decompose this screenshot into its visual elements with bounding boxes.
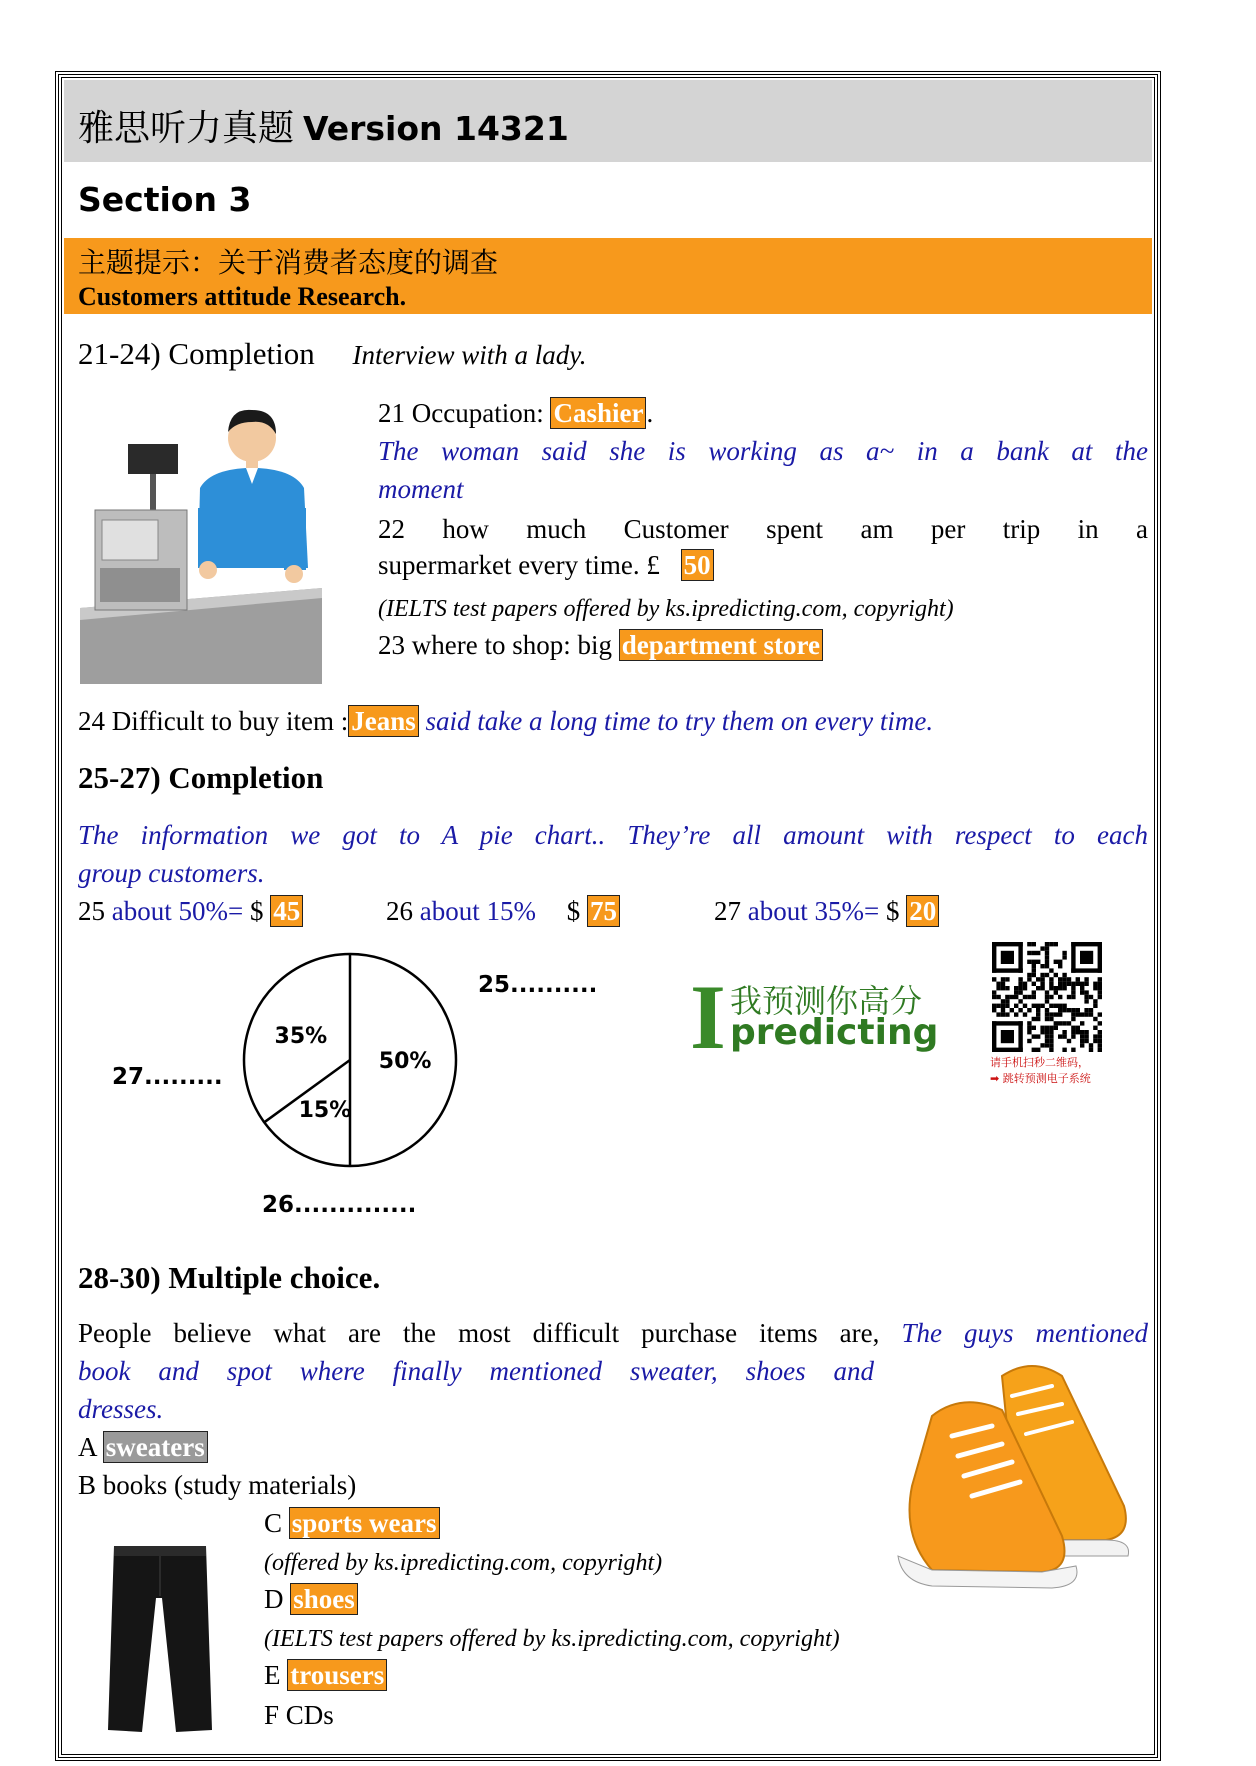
- arrow-right-icon: ➡: [990, 1072, 1000, 1085]
- trousers-illustration: [100, 1540, 220, 1736]
- q21-note-line1: The woman said she is working as a~ in a bank at the: [378, 436, 1148, 466]
- option-d: [264, 1584, 358, 1615]
- copyright-note-2: (offered by ks.ipredicting.com, copyright): [264, 1550, 663, 1576]
- option-e: [264, 1660, 387, 1691]
- option-c-text: sports wears: [289, 1507, 440, 1539]
- title-cn: 雅思听力真题: [78, 108, 295, 148]
- copyright-note-3: (IELTS test papers offered by ks.ipredicting.com, copyright): [264, 1626, 840, 1652]
- option-c-letter: C: [264, 1508, 283, 1538]
- pie-label-27: 27.........: [112, 1064, 223, 1090]
- q23-answer: department store: [619, 629, 823, 661]
- option-e-letter: E: [264, 1660, 281, 1690]
- option-a-letter: A: [78, 1432, 97, 1462]
- option-c: [264, 1508, 440, 1539]
- logo-en: predicting: [730, 1012, 939, 1053]
- q22-text: supermarket every time. £: [378, 550, 660, 580]
- part3-intro-plain: People believe what are the most difficult purchase items are,: [78, 1318, 880, 1348]
- q22-line1: 22 how much Customer spent am per trip in a: [378, 514, 1148, 544]
- part2-heading: 25-27) Completion: [78, 760, 324, 795]
- part3-intro-line3: dresses.: [78, 1394, 164, 1424]
- part1-title: 21-24) Completion: [78, 336, 315, 371]
- part3-heading: 28-30) Multiple choice.: [78, 1260, 381, 1295]
- q25-mid: about 50%=: [111, 896, 244, 926]
- qr-caption-2-text: 跳转预测电子系统: [1002, 1072, 1091, 1085]
- qr-caption-2: [990, 1070, 1091, 1086]
- option-a: [78, 1432, 208, 1463]
- q25-label: 25: [78, 896, 105, 926]
- q25-answer: 45: [270, 895, 303, 927]
- option-b: B books (study materials): [78, 1470, 357, 1500]
- q21-label: 21 Occupation:: [378, 398, 544, 428]
- option-d-letter: D: [264, 1584, 284, 1614]
- title-version: Version 14321: [303, 109, 569, 148]
- option-f: F CDs: [264, 1700, 334, 1730]
- part1-subheading: Interview with a lady.: [352, 340, 587, 370]
- q27-label: 27: [714, 896, 741, 926]
- q23: [378, 630, 823, 661]
- section-heading: Section 3: [78, 180, 252, 219]
- pie-slice-label: 50%: [378, 1049, 432, 1074]
- q26-mid: about 15%: [419, 896, 536, 926]
- q22-answer: 50: [681, 549, 714, 581]
- q26-dollar: $: [566, 896, 581, 926]
- logo-cn: 我预测你高分: [730, 982, 923, 1020]
- copyright-note-1: (IELTS test papers offered by ks.ipredicting.com, copyright): [378, 596, 954, 622]
- q27-mid: about 35%=: [747, 896, 880, 926]
- q21-answer: Cashier: [550, 397, 646, 429]
- logo-letter: I: [690, 966, 726, 1068]
- option-e-text: trousers: [287, 1659, 387, 1691]
- part3-intro-blue1: The guys mentioned: [901, 1318, 1148, 1348]
- ipredicting-logo: [690, 966, 950, 1068]
- q27-dollar: $: [885, 896, 900, 926]
- part2-note-line1: The information we got to A pie chart.. They’re all amount with respect to each: [78, 820, 1148, 850]
- q27: [714, 896, 939, 927]
- q24-note: said take a long time to try them on every time.: [425, 706, 934, 736]
- part3-intro-line2: book and spot where finally mentioned sweater, shoes and: [78, 1356, 874, 1386]
- cashier-illustration: [80, 398, 322, 684]
- qr-code: [992, 942, 1102, 1052]
- q24-answer: Jeans: [348, 705, 419, 737]
- pie-chart: [220, 944, 480, 1176]
- q21-note-line2: moment: [378, 474, 464, 504]
- q26-label: 26: [386, 896, 413, 926]
- q23-label: 23 where to shop: big: [378, 630, 612, 660]
- q26: [386, 896, 620, 927]
- q24: [78, 706, 933, 737]
- q27-answer: 20: [906, 895, 939, 927]
- part3-intro-line1: [78, 1318, 1148, 1349]
- part2-note-line2: group customers.: [78, 858, 265, 888]
- pie-label-26: 26..............: [262, 1192, 417, 1218]
- q22-line2: [378, 550, 714, 581]
- q26-answer: 75: [587, 895, 620, 927]
- part1-heading: [78, 336, 587, 372]
- q25: [78, 896, 303, 927]
- option-a-text: sweaters: [103, 1431, 208, 1463]
- shoes-illustration: [892, 1356, 1136, 1596]
- pie-slice-label: 35%: [274, 1023, 328, 1049]
- topic-en: Customers attitude Research.: [78, 282, 407, 311]
- q21: [378, 398, 653, 429]
- page-title: [78, 100, 569, 151]
- pie-label-25: 25..........: [478, 972, 598, 998]
- option-d-text: shoes: [290, 1583, 358, 1615]
- qr-caption-1: 请手机扫秒二维码，: [990, 1056, 1089, 1069]
- topic-cn: 主题提示：关于消费者态度的调查: [78, 248, 499, 279]
- q25-dollar: $: [249, 896, 264, 926]
- pie-slice-label: 15%: [298, 1098, 352, 1124]
- q21-period: .: [646, 398, 654, 428]
- q24-label: 24 Difficult to buy item :: [78, 706, 349, 736]
